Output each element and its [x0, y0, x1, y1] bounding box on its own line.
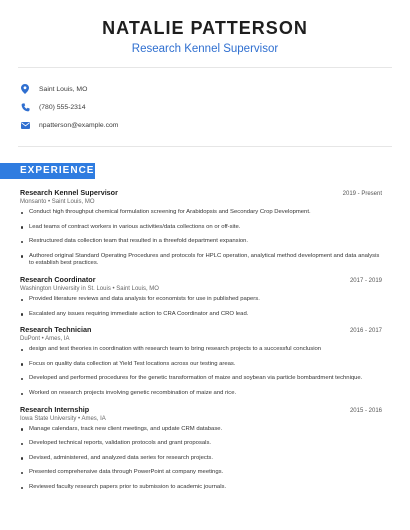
job-bullet: Focus on quality data collection at Yield Test locations across our testing areas. [20, 361, 382, 369]
job-company: Washington University in St. Louis [20, 285, 111, 292]
job-meta: DuPont • Ames, IA [20, 336, 70, 343]
job-entry [20, 405, 382, 492]
job-bullet: Provided literature reviews and data analysis for economists for use in published papers. [20, 296, 382, 304]
job-bullet: Manage calendars, track new client meetings, and update CRM database. [20, 426, 382, 434]
job-company: Iowa State University [20, 415, 77, 422]
contact-divider [18, 146, 392, 147]
job-title: Research Technician [20, 325, 92, 335]
experience-heading: EXPERIENCE [0, 163, 95, 179]
job-title: Research Coordinator [20, 274, 96, 284]
map-pin-icon [20, 84, 30, 94]
job-bullet: design and test theories in coordination with research team to bring research projects to a successful conclusion [20, 346, 382, 354]
job-dates: 2015 - 2016 [349, 407, 382, 414]
job-location: Saint Louis, MO [51, 199, 95, 205]
email-text[interactable]: npatterson@example.com [39, 121, 119, 129]
job-dates: 2017 - 2019 [349, 277, 382, 284]
job-bullet: Restructured data collection team that resulted in a threefold department expansion. [20, 238, 382, 246]
candidate-title: Research Kennel Supervisor [131, 43, 279, 55]
job-bullet: Developed and performed procedures for the genetic transformation of maize and soybean via particle bombardment technique. [20, 375, 382, 383]
header-divider [18, 67, 392, 68]
job-entry [20, 188, 382, 268]
job-bullet: Devised, administered, and analyzed data series for research projects. [20, 455, 382, 463]
job-bullet: Reviewed faculty research papers prior to submission to academic journals. [20, 484, 382, 492]
job-meta: Monsanto • Saint Louis, MO [20, 199, 95, 205]
contact-location [20, 80, 380, 98]
job-bullet: Developed technical reports, validation protocols and grant proposals. [20, 440, 382, 448]
job-location: Saint Louis, MO [116, 285, 159, 292]
job-company: DuPont [20, 336, 41, 343]
job-meta: Iowa State University • Ames, IA [20, 415, 106, 422]
phone-icon [20, 102, 30, 112]
contact-block [20, 80, 380, 134]
job-meta: Washington University in St. Louis • Saint Louis, MO [20, 285, 159, 292]
mail-icon [20, 120, 30, 130]
job-entry [20, 275, 382, 318]
job-bullet: Conduct high throughput chemical formulation screening for Arabidopsis and Secondary Crop Development. [20, 209, 382, 217]
job-company: Monsanto [20, 199, 47, 205]
phone-text: (780) 555-2314 [39, 103, 86, 111]
job-entry [20, 325, 382, 397]
job-dates: 2019 - Present [342, 191, 382, 197]
job-location: Ames, IA [45, 336, 70, 343]
job-location: Ames, IA [81, 415, 106, 422]
candidate-name: NATALIE PATTERSON [102, 18, 308, 38]
resume-header [0, 18, 410, 55]
job-bullet: Lead teams of contract workers in various activities/data collections on or off-site. [20, 224, 382, 232]
job-bullet: Authored original Standard Operating Procedures and protocols for HPLC operation, analytical method development and data analysis to establish best practices. [20, 253, 382, 268]
experience-list [20, 188, 382, 499]
job-dates: 2016 - 2017 [349, 328, 382, 335]
job-title: Research Kennel Supervisor [20, 188, 118, 197]
job-bullet: Presented comprehensive data through PowerPoint at company meetings. [20, 469, 382, 477]
job-bullet: Escalated any issues requiring immediate action to CRA Coordinator and CRO lead. [20, 311, 382, 319]
job-title: Research Internship [20, 404, 90, 414]
location-text: Saint Louis, MO [39, 85, 88, 93]
contact-phone [20, 98, 380, 116]
job-bullet: Worked on research projects involving genetic recombination of maize and rice. [20, 390, 382, 398]
contact-email [20, 116, 380, 134]
